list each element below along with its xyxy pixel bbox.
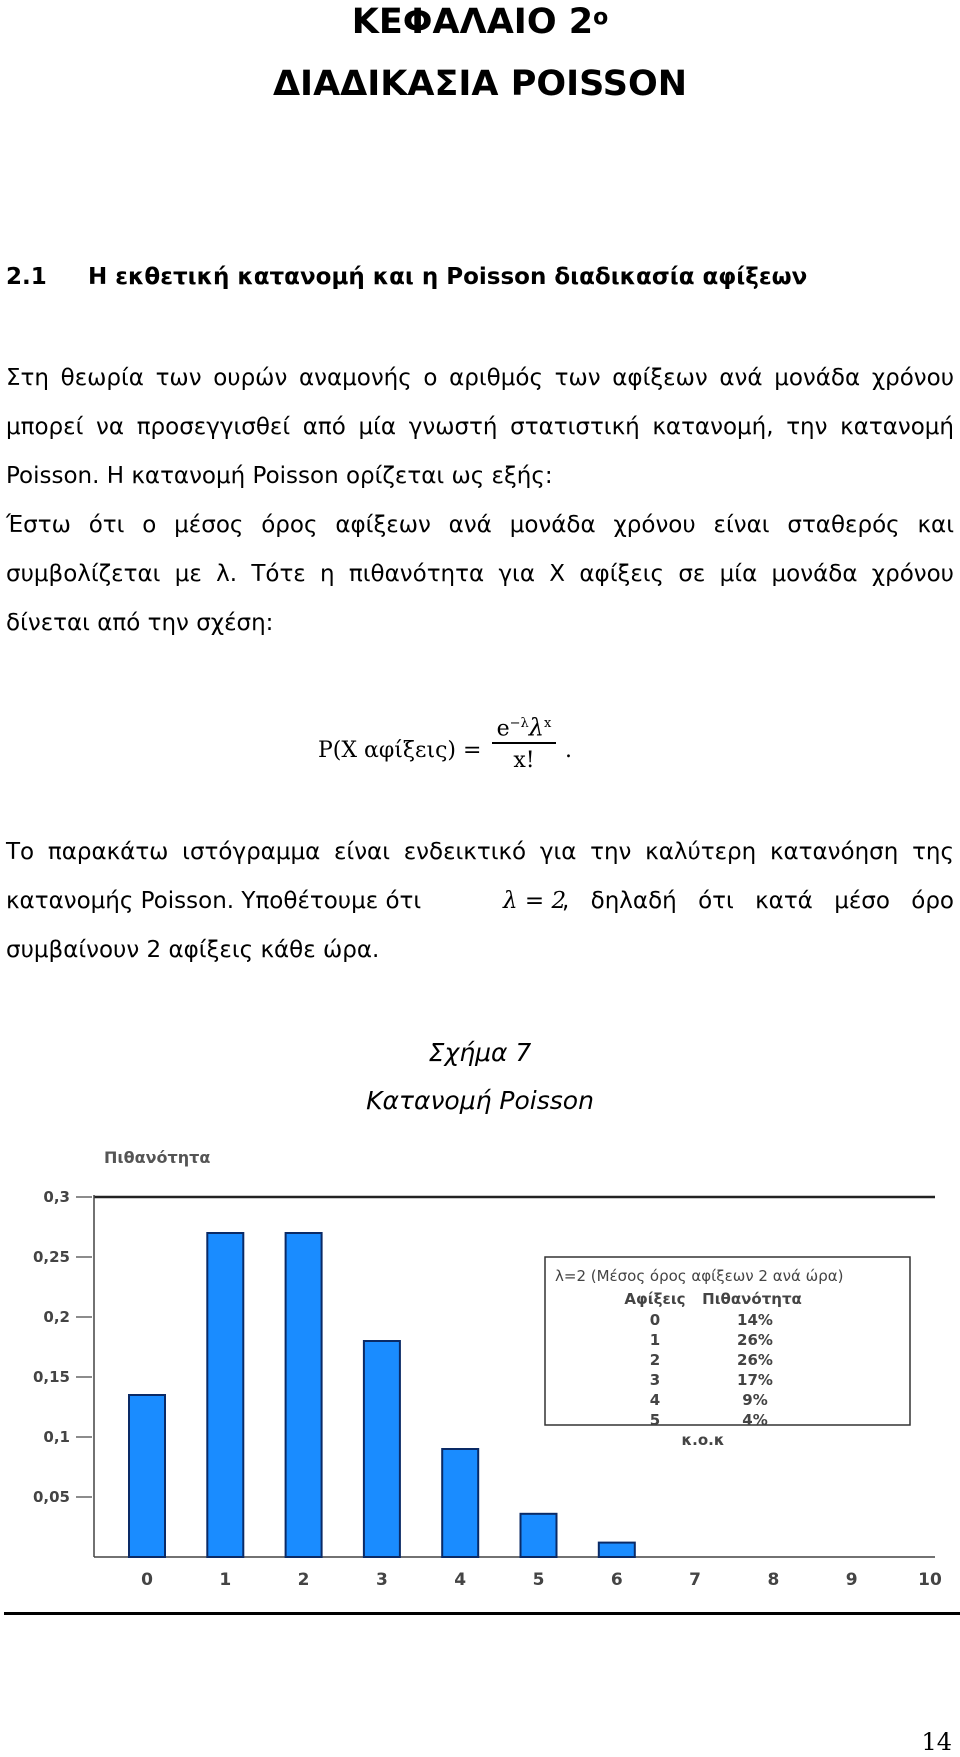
legend-cell: 2 [649, 1351, 661, 1369]
text-line: Έστω ότι ο μέσος όρος αφίξεων ανά μονάδα χρόνου είναι σταθερός και [6, 512, 954, 538]
legend-cell: 1 [649, 1331, 661, 1349]
text-line-with-math [6, 877, 954, 926]
x-tick-label: 7 [689, 1570, 702, 1590]
formula-fraction [492, 708, 556, 776]
text-line: Στη θεωρία των ουρών αναμονής ο αριθμός των αφίξεων ανά μονάδα χρόνου [6, 365, 954, 391]
formula-lhs: P(X αφίξεις) = [318, 738, 482, 763]
legend-cell: 17% [737, 1371, 773, 1389]
y-tick-label: 0,3 [43, 1188, 70, 1206]
formula-denominator: x! [513, 747, 535, 773]
lambda-equals-two: λ = 2 [503, 888, 567, 914]
section-number: 2.1 [6, 264, 47, 290]
x-tick-label: 3 [375, 1570, 388, 1590]
histogram-bar [442, 1449, 478, 1557]
text-fragment: κατανομής Poisson. Υποθέτουμε ότι [6, 888, 422, 914]
y-tick-label: 0,1 [43, 1428, 70, 1446]
text-line: Poisson. Η κατανομή Poisson ορίζεται ως εξής: [6, 463, 553, 489]
section-heading [6, 262, 807, 292]
text-line: δίνεται από την σχέση: [6, 610, 274, 636]
legend-cell: 26% [737, 1331, 773, 1349]
legend-cell: 0 [649, 1311, 661, 1329]
chapter-title [0, 0, 960, 44]
histogram-bar [286, 1233, 322, 1557]
formula-lambda-exp: x [544, 716, 552, 731]
legend-col-header: Αφίξεις [624, 1290, 686, 1308]
y-axis-label: Πιθανότητα [104, 1148, 211, 1167]
x-tick-label: 0 [141, 1570, 153, 1590]
histogram-bar [521, 1514, 557, 1557]
text-line: Το παρακάτω ιστόγραμμα είναι ενδεικτικό για την καλύτερη κατανόηση της [6, 839, 954, 865]
text-line: συμβολίζεται με λ. Τότε η πιθανότητα για Χ αφίξεις σε μία μονάδα χρόνου [6, 561, 954, 587]
legend-cell: 5 [649, 1411, 661, 1429]
legend-cell: 9% [742, 1391, 768, 1409]
histogram-bar [129, 1395, 165, 1557]
legend-footer: κ.ο.κ [681, 1431, 725, 1449]
text-line: μπορεί να προσεγγισθεί από μία γνωστή στατιστική κατανομή, την κατανομή [6, 414, 954, 440]
chapter-superscript: ο [593, 5, 609, 30]
x-tick-label: 2 [297, 1570, 310, 1590]
x-tick-label: 8 [767, 1570, 780, 1590]
text-line: συμβαίνουν 2 αφίξεις κάθε ώρα. [6, 937, 380, 963]
legend-cell: 14% [737, 1311, 773, 1329]
histogram-bar [364, 1341, 400, 1557]
formula-numerator [492, 708, 556, 740]
legend-cell: 4% [742, 1411, 768, 1429]
section-title: Η εκθετική κατανομή και η Poisson διαδικασία αφίξεων [88, 264, 808, 290]
y-tick-label: 0,05 [32, 1488, 70, 1506]
formula-e-exp: −λ [509, 716, 529, 731]
formula-lambda: λ [528, 713, 545, 742]
formula-dot: . [565, 738, 572, 763]
paragraph-2 [6, 828, 954, 975]
y-tick-label: 0,2 [43, 1308, 70, 1326]
x-tick-label: 10 [918, 1570, 942, 1590]
formula-e: e [496, 716, 510, 742]
y-tick-label: 0,25 [32, 1248, 70, 1266]
y-tick-label: 0,15 [32, 1368, 70, 1386]
legend-cell: 4 [649, 1391, 661, 1409]
x-tick-label: 6 [610, 1570, 623, 1590]
page-divider [4, 1612, 960, 1615]
legend-cell: 26% [737, 1351, 773, 1369]
legend-col-header: Πιθανότητα [702, 1290, 802, 1308]
fraction-bar [492, 742, 556, 744]
chapter-label: ΚΕΦΑΛΑΙΟ 2 [351, 2, 594, 42]
poisson-histogram [0, 1140, 960, 1610]
text-fragment: , δηλαδή ότι κατά μέσο όρο [562, 888, 954, 914]
x-tick-label: 4 [454, 1570, 467, 1590]
histogram-bar [207, 1233, 243, 1557]
figure-caption-number: Σχήμα 7 [428, 1038, 532, 1067]
x-tick-label: 5 [532, 1570, 545, 1590]
legend-cell: 3 [649, 1371, 661, 1389]
histogram-bar [599, 1543, 635, 1557]
paragraph-1 [6, 354, 954, 648]
x-tick-label: 9 [845, 1570, 858, 1590]
chapter-subtitle: ΔΙΑΔΙΚΑΣΙΑ POISSON [272, 64, 688, 104]
x-tick-label: 1 [219, 1570, 232, 1590]
page-number: 14 [921, 1728, 952, 1756]
figure-caption-title: Κατανομή Poisson [366, 1086, 594, 1115]
legend-title: λ=2 (Μέσος όρος αφίξεων 2 ανά ώρα) [555, 1267, 844, 1285]
